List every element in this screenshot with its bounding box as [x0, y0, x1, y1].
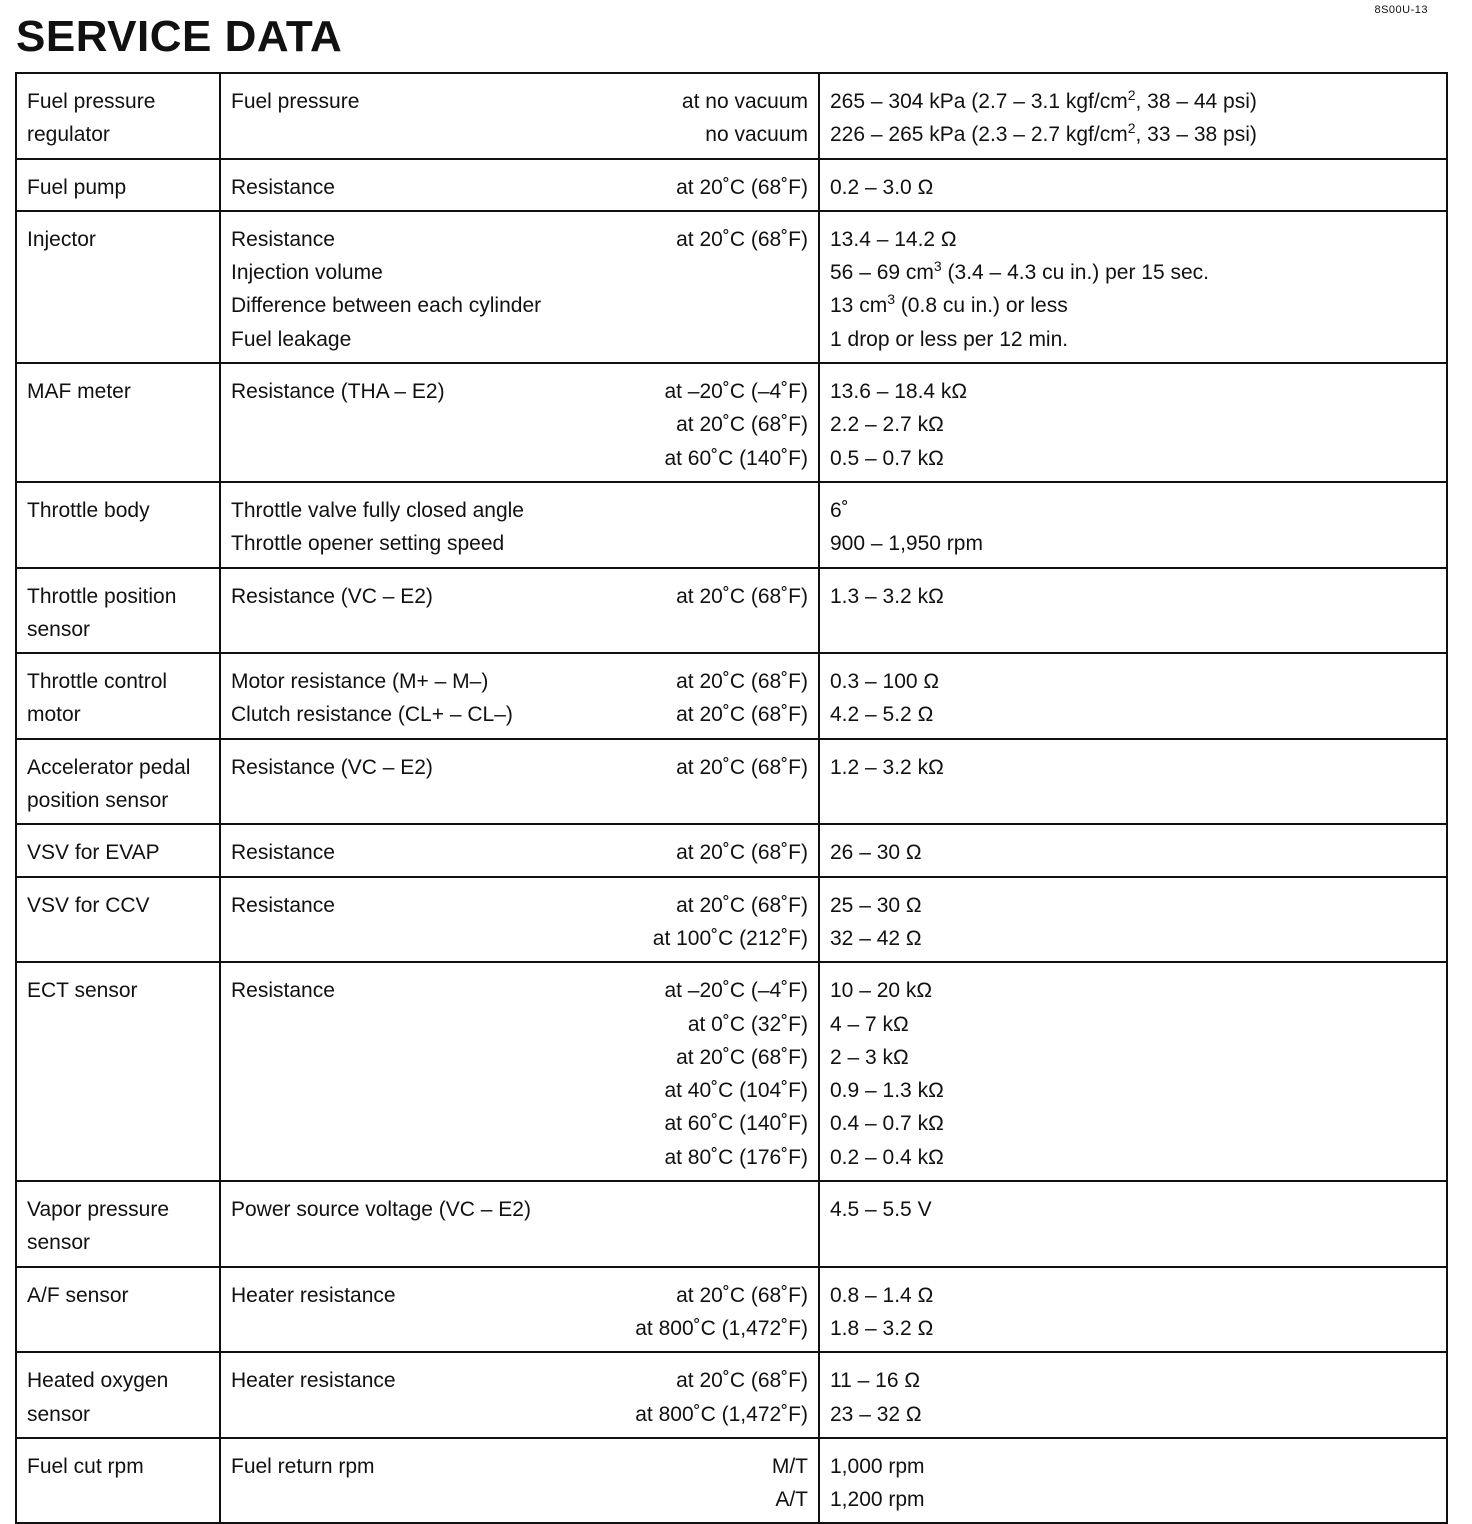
- parameter-cell: [220, 1438, 819, 1524]
- component-name: Vapor pressure: [27, 1198, 170, 1222]
- spec-line: [231, 171, 808, 204]
- condition-label: at 20˚C (68˚F): [676, 413, 808, 437]
- spec-value: 1,200 rpm: [830, 1488, 925, 1512]
- spec-line: [231, 1193, 808, 1226]
- blank-line: [830, 613, 1436, 646]
- spec-value: 1 drop or less per 12 min.: [830, 327, 1069, 351]
- table-row: [16, 211, 1447, 363]
- spec-line: [231, 494, 808, 527]
- parameter-label: Difference between each cylinder: [231, 294, 542, 318]
- spec-value: 226 – 265 kPa (2.3 – 2.7 kgf/$cm^2$, 33 – 38 psi): [830, 120, 1257, 147]
- value-cell: [819, 482, 1447, 568]
- component-name: sensor: [27, 617, 91, 641]
- component-name: sensor: [27, 1231, 91, 1255]
- parameter-cell: [220, 1352, 819, 1438]
- spec-line: [231, 118, 808, 151]
- parameter-label: Resistance (VC – E2): [231, 755, 433, 779]
- spec-value: 13.4 – 14.2 Ω: [830, 227, 957, 251]
- condition-label: at 20˚C (68˚F): [676, 175, 808, 199]
- condition-label: no vacuum: [705, 123, 808, 147]
- spec-value: 0.9 – 1.3 kΩ: [830, 1079, 944, 1103]
- condition-label: A/T: [775, 1488, 808, 1512]
- value-cell: [819, 211, 1447, 363]
- component-name: Throttle body: [27, 498, 150, 522]
- parameter-label: Resistance: [231, 893, 335, 917]
- value-cell: [819, 73, 1447, 159]
- spec-line: [231, 223, 808, 256]
- condition-label: at no vacuum: [681, 90, 808, 113]
- component-name: ECT sensor: [27, 979, 138, 1003]
- component-cell: [16, 1352, 220, 1438]
- parameter-cell: [220, 653, 819, 739]
- parameter-label: Motor resistance (M+ – M–): [231, 670, 489, 694]
- spec-value: 1,000 rpm: [830, 1454, 925, 1478]
- spec-value: 0.4 – 0.7 kΩ: [830, 1112, 944, 1136]
- condition-label: at 20˚C (68˚F): [676, 1369, 808, 1393]
- blank-line: [231, 784, 808, 817]
- parameter-cell: [220, 962, 819, 1181]
- condition-label: M/T: [771, 1454, 808, 1478]
- condition-label: at 60˚C (140˚F): [664, 446, 808, 470]
- spec-value: 1.8 – 3.2 Ω: [830, 1316, 934, 1340]
- condition-label: at 20˚C (68˚F): [676, 893, 808, 917]
- spec-value: 6˚: [830, 498, 849, 522]
- parameter-cell: [220, 482, 819, 568]
- parameter-label: Power source voltage (VC – E2): [231, 1198, 531, 1222]
- component-cell: [16, 962, 220, 1181]
- service-data-table: [15, 72, 1448, 1524]
- component-cell: [16, 1181, 220, 1267]
- spec-line: [231, 375, 808, 408]
- component-cell: [16, 1438, 220, 1524]
- parameter-label: Fuel pressure: [231, 90, 360, 113]
- value-cell: [819, 962, 1447, 1181]
- spec-value: 265 – 304 kPa (2.7 – 3.1 kgf/$cm^2$, 38 – 44 psi): [830, 87, 1257, 113]
- condition-label: at 800˚C (1,472˚F): [635, 1402, 808, 1426]
- service-data-table-body: [16, 73, 1447, 1523]
- spec-line: [231, 289, 808, 322]
- component-name: sensor: [27, 1402, 91, 1426]
- parameter-label: Injection volume: [231, 261, 383, 285]
- page-title: SERVICE DATA: [16, 12, 343, 61]
- parameter-cell: [220, 1267, 819, 1353]
- spec-line: [231, 1041, 808, 1074]
- spec-value: 2.2 – 2.7 kΩ: [830, 413, 944, 437]
- component-name: Fuel pump: [27, 175, 127, 199]
- component-cell: [16, 568, 220, 654]
- component-cell: [16, 739, 220, 825]
- spec-line: [231, 256, 808, 289]
- spec-line: [231, 665, 808, 698]
- value-cell: [819, 1181, 1447, 1267]
- spec-value: 11 – 16 Ω: [830, 1369, 921, 1393]
- condition-label: at 20˚C (68˚F): [676, 1283, 808, 1307]
- spec-value: 56 – 69 $cm^3$ (3.4 – 4.3 cu in.) per 15 sec.: [830, 258, 1210, 285]
- spec-line: [231, 1141, 808, 1174]
- condition-label: at 20˚C (68˚F): [676, 755, 808, 779]
- condition-label: at 20˚C (68˚F): [676, 841, 808, 865]
- parameter-label: Throttle opener setting speed: [231, 532, 505, 556]
- spec-value: 10 – 20 kΩ: [830, 979, 933, 1003]
- spec-value: 0.3 – 100 Ω: [830, 670, 940, 694]
- condition-label: at 20˚C (68˚F): [676, 1045, 808, 1069]
- spec-value: 0.8 – 1.4 Ω: [830, 1283, 934, 1307]
- spec-value: 1.3 – 3.2 kΩ: [830, 584, 944, 608]
- condition-label: at –20˚C (–4˚F): [664, 380, 808, 404]
- spec-line: [231, 922, 808, 955]
- condition-label: at 20˚C (68˚F): [676, 584, 808, 608]
- spec-line: [231, 836, 808, 869]
- component-name: MAF meter: [27, 380, 131, 404]
- component-name: VSV for CCV: [27, 893, 150, 917]
- spec-line: [231, 85, 808, 118]
- parameter-cell: [220, 73, 819, 159]
- spec-value: 0.2 – 0.4 kΩ: [830, 1145, 944, 1169]
- parameter-label: Heater resistance: [231, 1283, 396, 1307]
- component-name: Fuel pressure: [27, 90, 156, 113]
- component-cell: [16, 73, 220, 159]
- table-row: [16, 1352, 1447, 1438]
- table-row: [16, 824, 1447, 876]
- spec-line: [231, 698, 808, 731]
- spec-line: [231, 974, 808, 1007]
- value-cell: [819, 653, 1447, 739]
- parameter-cell: [220, 739, 819, 825]
- table-row: [16, 739, 1447, 825]
- spec-value: 13 $cm^3$ (0.8 cu in.) or less: [830, 291, 1068, 318]
- parameter-label: Throttle valve fully closed angle: [231, 498, 524, 522]
- spec-line: [231, 1074, 808, 1107]
- blank-line: [231, 613, 808, 646]
- spec-line: [231, 1398, 808, 1431]
- value-cell: [819, 568, 1447, 654]
- spec-line: [231, 1107, 808, 1140]
- spec-value: 26 – 30 Ω: [830, 841, 922, 865]
- spec-line: [231, 527, 808, 560]
- component-cell: [16, 1267, 220, 1353]
- parameter-label: Resistance (VC – E2): [231, 584, 433, 608]
- spec-value: 4.2 – 5.2 Ω: [830, 703, 934, 727]
- document-code: 8S00U-13: [1374, 4, 1428, 16]
- spec-value: 4.5 – 5.5 V: [830, 1198, 932, 1222]
- condition-label: at 20˚C (68˚F): [676, 227, 808, 251]
- parameter-label: Fuel leakage: [231, 327, 352, 351]
- spec-line: [231, 1312, 808, 1345]
- component-cell: [16, 211, 220, 363]
- parameter-label: Clutch resistance (CL+ – CL–): [231, 703, 513, 727]
- component-name: Heated oxygen: [27, 1369, 169, 1393]
- component-name: Accelerator pedal: [27, 755, 191, 779]
- parameter-label: Resistance: [231, 841, 335, 865]
- parameter-cell: [220, 568, 819, 654]
- component-cell: [16, 824, 220, 876]
- blank-line: [830, 1226, 1436, 1259]
- table-row: [16, 877, 1447, 963]
- value-cell: [819, 159, 1447, 211]
- parameter-cell: [220, 824, 819, 876]
- condition-label: at 80˚C (176˚F): [664, 1145, 808, 1169]
- condition-label: at 40˚C (104˚F): [664, 1079, 808, 1103]
- spec-value: 2 – 3 kΩ: [830, 1045, 909, 1069]
- table-row: [16, 1267, 1447, 1353]
- spec-line: [231, 1279, 808, 1312]
- blank-line: [830, 784, 1436, 817]
- parameter-label: Fuel return rpm: [231, 1454, 375, 1478]
- table-row: [16, 653, 1447, 739]
- parameter-cell: [220, 877, 819, 963]
- component-name: Throttle position: [27, 584, 177, 608]
- component-cell: [16, 482, 220, 568]
- condition-label: at –20˚C (–4˚F): [664, 979, 808, 1003]
- condition-label: at 100˚C (212˚F): [652, 926, 808, 950]
- component-name: VSV for EVAP: [27, 841, 160, 865]
- parameter-label: Resistance (THA – E2): [231, 380, 445, 404]
- value-cell: [819, 363, 1447, 482]
- spec-value: 900 – 1,950 rpm: [830, 532, 983, 556]
- parameter-cell: [220, 159, 819, 211]
- condition-label: at 0˚C (32˚F): [687, 1012, 808, 1036]
- component-name: Fuel cut rpm: [27, 1454, 144, 1478]
- spec-line: [231, 1364, 808, 1397]
- spec-value: 13.6 – 18.4 kΩ: [830, 380, 968, 404]
- spec-line: [231, 323, 808, 356]
- spec-line: [231, 1008, 808, 1041]
- condition-label: at 60˚C (140˚F): [664, 1112, 808, 1136]
- spec-value: 25 – 30 Ω: [830, 893, 922, 917]
- table-row: [16, 568, 1447, 654]
- spec-line: [231, 889, 808, 922]
- table-row: [16, 962, 1447, 1181]
- parameter-cell: [220, 211, 819, 363]
- spec-line: [231, 408, 808, 441]
- parameter-label: Resistance: [231, 979, 335, 1003]
- spec-value: 0.2 – 3.0 Ω: [830, 175, 934, 199]
- component-name: motor: [27, 703, 81, 727]
- spec-value: 32 – 42 Ω: [830, 926, 922, 950]
- table-row: [16, 482, 1447, 568]
- parameter-cell: [220, 363, 819, 482]
- spec-line: [231, 1483, 808, 1516]
- component-name: A/F sensor: [27, 1283, 129, 1307]
- spec-line: [231, 442, 808, 475]
- parameter-label: Heater resistance: [231, 1369, 396, 1393]
- blank-line: [231, 1226, 808, 1259]
- value-cell: [819, 824, 1447, 876]
- table-row: [16, 159, 1447, 211]
- value-cell: [819, 877, 1447, 963]
- component-cell: [16, 159, 220, 211]
- table-row: [16, 1438, 1447, 1524]
- component-cell: [16, 877, 220, 963]
- component-cell: [16, 363, 220, 482]
- component-name: position sensor: [27, 789, 169, 813]
- spec-value: 0.5 – 0.7 kΩ: [830, 446, 944, 470]
- component-cell: [16, 653, 220, 739]
- parameter-label: Resistance: [231, 175, 335, 199]
- spec-value: 23 – 32 Ω: [830, 1402, 922, 1426]
- component-name: Injector: [27, 227, 96, 251]
- spec-line: [231, 1450, 808, 1483]
- value-cell: [819, 1438, 1447, 1524]
- condition-label: at 20˚C (68˚F): [676, 703, 808, 727]
- table-row: [16, 363, 1447, 482]
- value-cell: [819, 1352, 1447, 1438]
- component-name: Throttle control: [27, 670, 168, 694]
- spec-value: 1.2 – 3.2 kΩ: [830, 755, 944, 779]
- spec-line: [231, 751, 808, 784]
- spec-value: 4 – 7 kΩ: [830, 1012, 909, 1036]
- parameter-label: Resistance: [231, 227, 335, 251]
- table-row: [16, 1181, 1447, 1267]
- value-cell: [819, 1267, 1447, 1353]
- component-name: regulator: [27, 123, 110, 147]
- table-row: [16, 73, 1447, 159]
- parameter-cell: [220, 1181, 819, 1267]
- condition-label: at 800˚C (1,472˚F): [635, 1316, 808, 1340]
- condition-label: at 20˚C (68˚F): [676, 670, 808, 694]
- value-cell: [819, 739, 1447, 825]
- spec-line: [231, 580, 808, 613]
